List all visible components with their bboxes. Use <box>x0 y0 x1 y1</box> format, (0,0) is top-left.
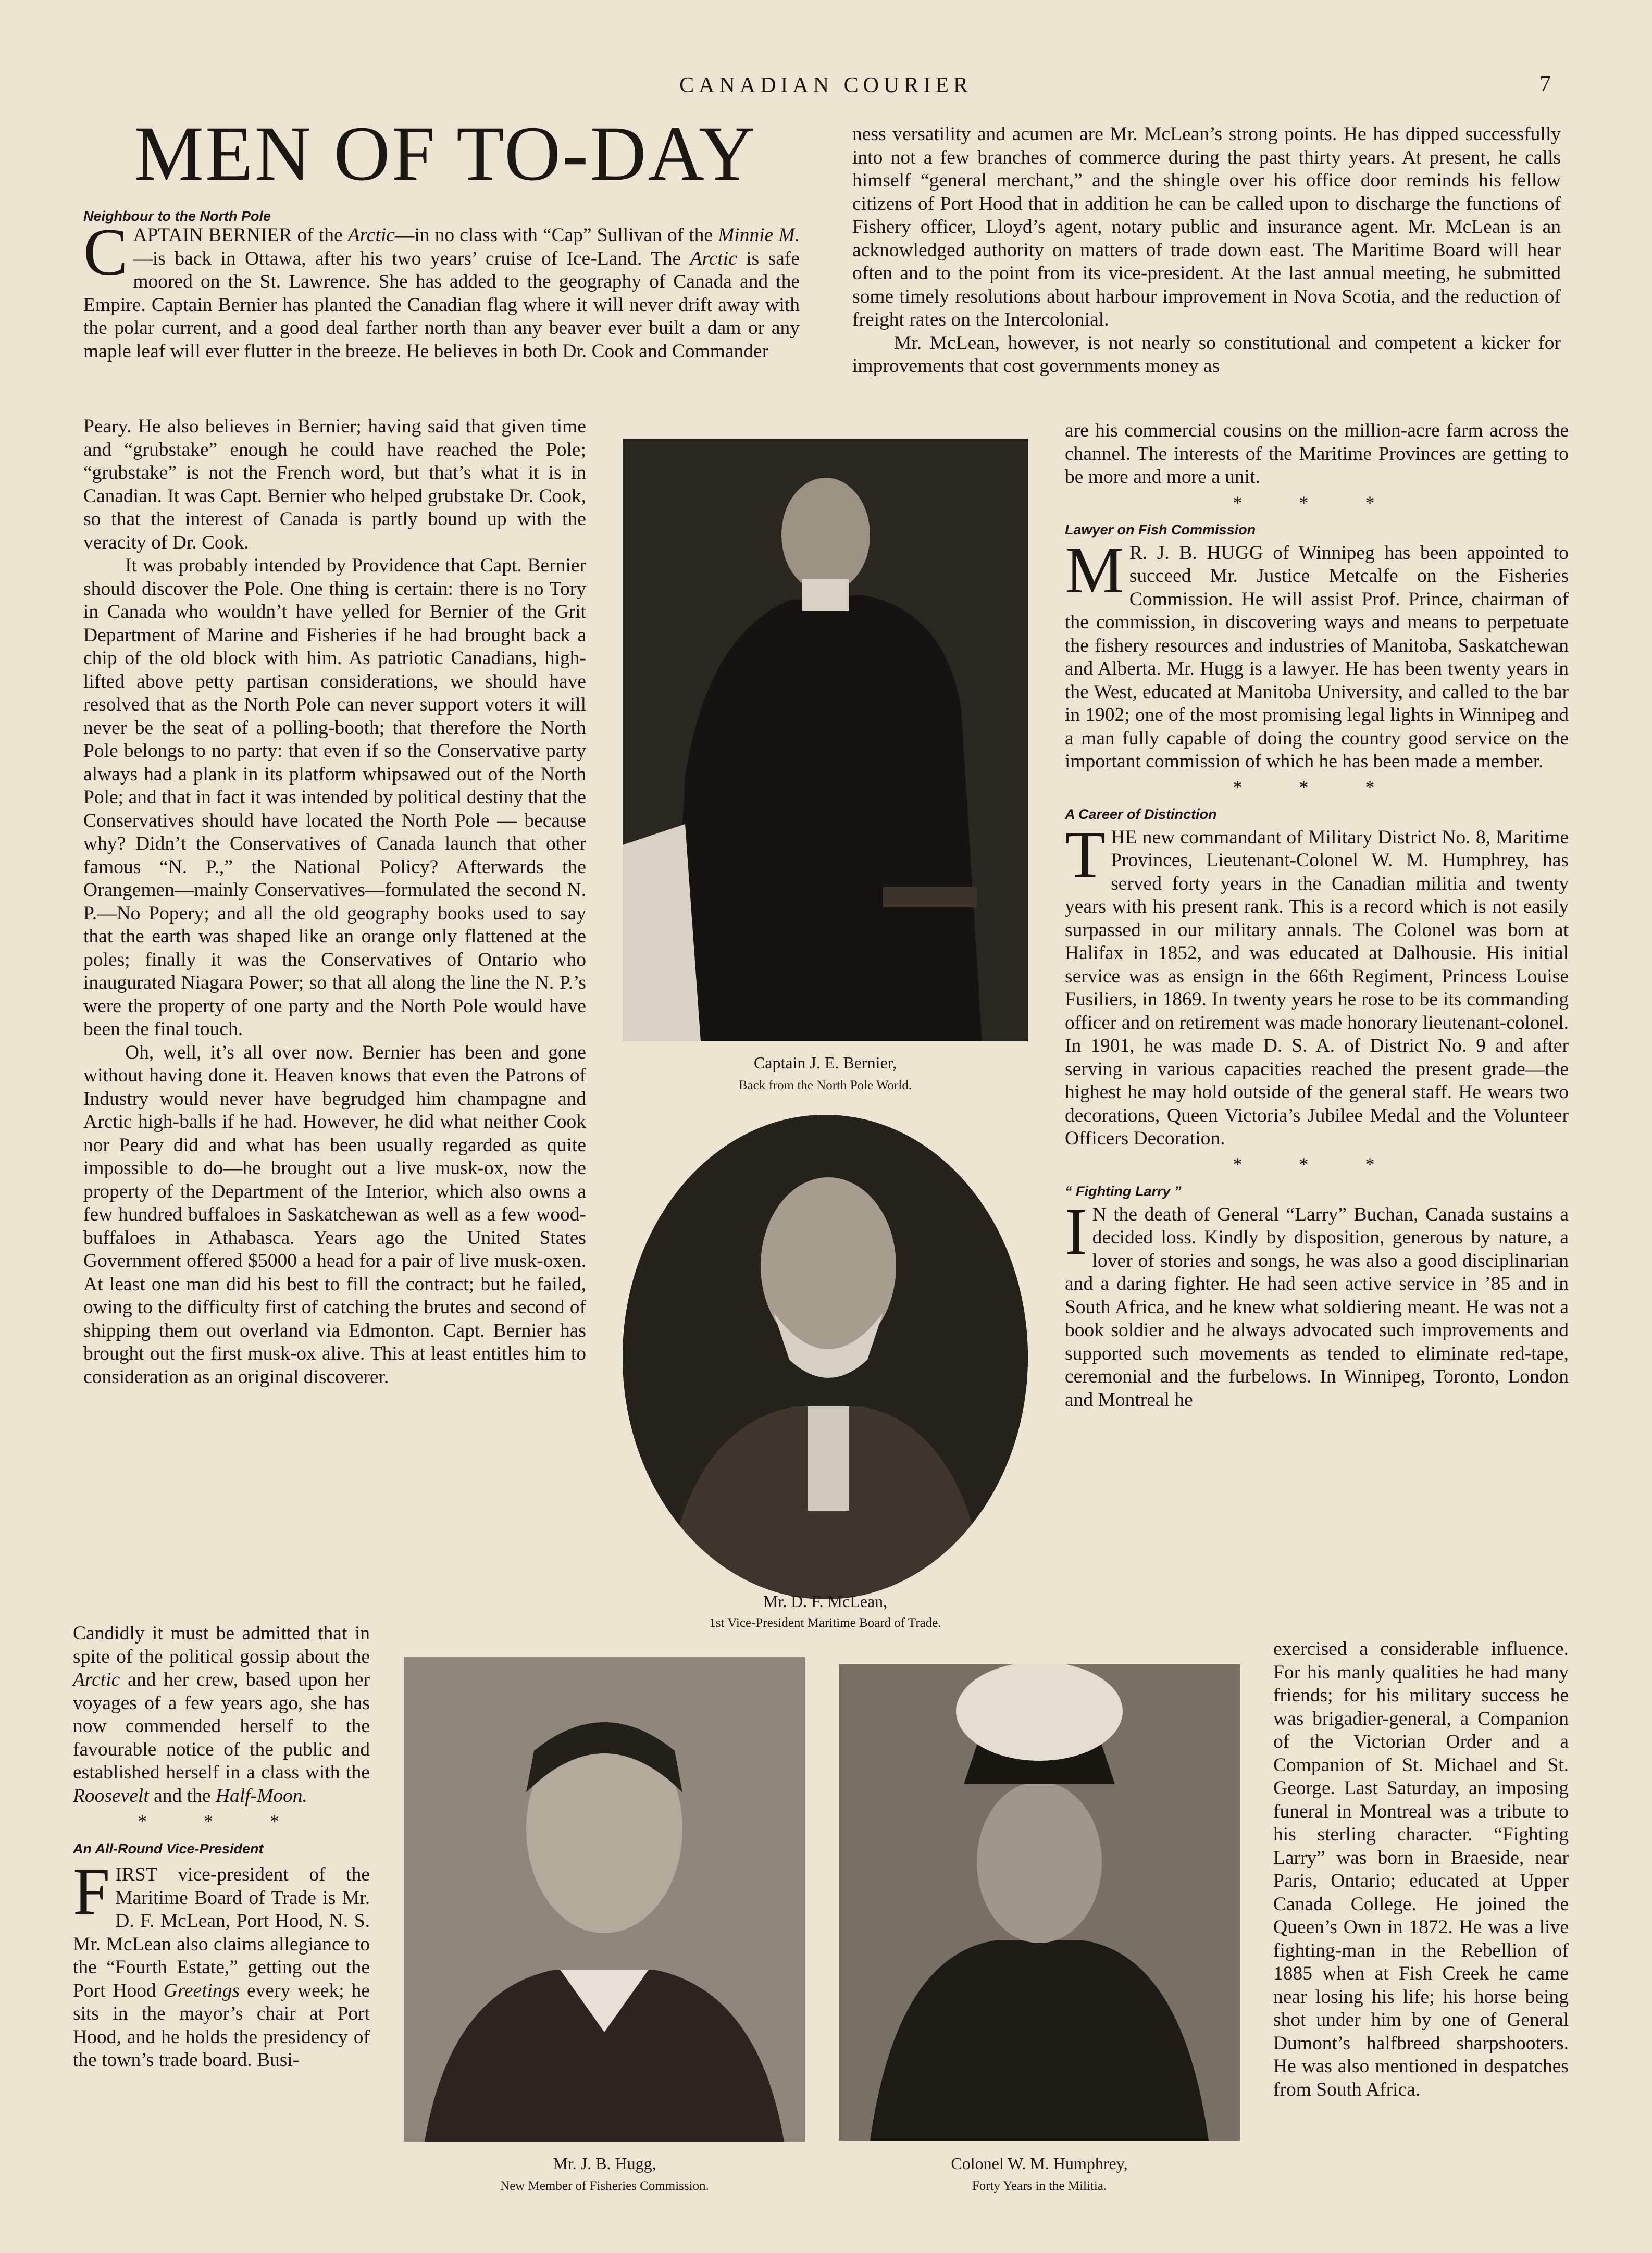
section-divider: * * * <box>1233 776 1401 798</box>
section-divider: * * * <box>1233 492 1401 513</box>
caption-mclean-desc: 1st Vice-President Maritime Board of Trade. <box>709 1616 941 1630</box>
article-right-column: are his commercial cousins on the million-acre farm across the channel. The interests of the Maritime Provinces are getting to be more and more a unit. * * * Lawyer on Fish Commission M R. J. B. HUGG of Winnipeg has been appointed to succeed Mr. Justice Metcalfe on the Fisheries Commission. He will assist Prof. Prince, chairman of the commission, in discovering ways and means to perpetuate the fishery resources and industries of Manitoba, Saskatchewan and Alberta. Mr. Hugg is a lawyer. He has been twenty years in the West, educated at Manitoba University, and called to the bar in 1902; one of the most promising legal lights in Winnipeg and a man fully capable of doing the country good service on the important commission of which he has been made a member. * * * A Career of Distinction THE new commandant of Military District No. 8, Maritime Provinces, Lieutenant-Colonel W. M. Humphrey, has served forty years in the Canadian militia and twenty years with his present rank. This is a record which is not easily surpassed in our military annals. The Colonel was born at Halifax in 1852, and was educated at Dalhousie. His initial service was as ensign in the 66th Regiment, Princess Louise Fusiliers, in 1869. In twenty years he rose to be its commanding officer and on retirement was made honorary lieutenant-colonel. In 1901, he was made D. S. A. of District No. 9 and after serving in various capacities reached the present grade—the highest he may hold outside of the general staff. He wears two decorations, Queen Victoria’s Jubilee Medal and the Volunteer Officers Decoration. * * * “ Fighting Larry ” I N the death of General “Larry” Buchan, Canada sustains a decided loss. Kindly by disposition, generous by nature, a lover of stories and songs, he was also a good disciplinarian and a daring fighter. He had seen active service in ’85 and in South Africa, and he knew what soldiering meant. He was not a book soldier and he always advocated such improvements and supported such movements as tended to eliminate red-tape, ceremonial and the furbelows. In Winnipeg, Toronto, London and Montreal he <box>1065 420 1569 1411</box>
article-bernier-intro: CAPTAIN BERNIER of the Arctic—in no class with “Cap” Sullivan of the Minnie M.—is back in Ottawa, after his two years’ cruise of Ice-Land. The Arctic is safe moored on the St. Lawrence. She has added to the geography of Canada and the Empire. Captain Bernier has planted the Canadian flag where it will never drift away with the polar current, and a good deal farther north than any beaver ever built a dam or any maple leaf will ever flutter in the breeze. He believes in both Dr. Cook and Commander <box>83 215 800 362</box>
drop-cap-c: C <box>83 215 128 289</box>
caption-hugg-desc: New Member of Fisheries Commission. <box>500 2179 709 2193</box>
caption-mclean-name: Mr. D. F. McLean, <box>763 1592 888 1611</box>
photo-hugg <box>404 1657 805 2142</box>
section-divider: * * * <box>138 1811 305 1832</box>
subhead-humphrey: A Career of Distinction <box>1065 806 1217 822</box>
drop-cap-f: F <box>73 1854 110 1928</box>
page-title: MEN OF TO-DAY <box>134 110 757 197</box>
photo-mclean <box>623 1115 1028 1599</box>
caption-bernier-desc: Back from the North Pole World. <box>738 1078 912 1092</box>
drop-cap-i: I <box>1065 1194 1087 1268</box>
subhead-bernier: Neighbour to the North Pole <box>83 208 271 224</box>
photo-bernier <box>623 439 1028 1041</box>
running-title: CANADIAN COURIER <box>679 73 973 97</box>
photo-humphrey <box>839 1664 1240 2141</box>
article-buchan-end: exercised a considerable influence. For his manly qualities he had many friends; for his military success he was brigadier-general, a Companion of the Victorian Order and a Companion of St. Michael and St. George. Last Saturday, an imposing funeral in Montreal was a tribute to his sterling character. “Fighting Larry” was born in Braeside, near Paris, Ontario; educated at Upper Canada College. He joined the Queen’s Own in 1872. He was a live fighting-man in the Rebellion of 1885 when at Fish Creek he came near losing his life; his horse being shot under him by one of General Dumont’s halfbreed sharpshooters. He was also mentioned in despatches from South Africa. <box>1273 1638 1569 2100</box>
subhead-buchan: “ Fighting Larry ” <box>1065 1184 1182 1199</box>
subhead-hugg: Lawyer on Fish Commission <box>1065 522 1256 538</box>
section-divider: * * * <box>1233 1153 1401 1175</box>
drop-cap-t: T <box>1065 817 1106 891</box>
drop-cap-m: M <box>1065 532 1124 607</box>
article-bernier-end: Candidly it must be admitted that in spite of the political gossip about the Arctic and her crew, based upon her voyages of a few years ago, she has now commended herself to the favourable notice of the public and established herself in a class with the Roosevelt and the Half-Moon. * * * An All-Round Vice-President FIRST vice-president of the Maritime Board of Trade is Mr. D. F. McLean, Port Hood, N. S. Mr. McLean also claims allegiance to the “Fourth Estate,” getting out the Port Hood Greetings every week; he sits in the mayor’s chair at Port Hood, and he holds the presidency of the town’s trade board. Busi- <box>73 1623 370 2071</box>
article-mclean-continued: ness versatility and acumen are Mr. McLean’s strong points. He has dipped successfully into not a few branches of commerce during the past thirty years. At present, he calls himself “general merchant,” and the shingle over his office door reminds his fellow citizens of Port Hood that in addition he can be called upon to discharge the functions of Fishery officer, Lloyd’s agent, notary public and insurance agent. Mr. McLean is an acknowledged authority on matters of trade down east. The Maritime Board will hear often and to the point from its vice-president. At the last annual meeting, he submitted some timely resolutions about harbour improvement in Nova Scotia, and the reduction of freight rates on the Intercolonial. Mr. McLean, however, is not nearly so constitutional and competent a kicker for improvements that cost governments money as <box>852 123 1561 377</box>
subhead-mclean: An All-Round Vice-President <box>73 1840 264 1857</box>
caption-humphrey-desc: Forty Years in the Militia. <box>972 2179 1107 2193</box>
caption-humphrey-name: Colonel W. M. Humphrey, <box>951 2154 1128 2173</box>
caption-hugg-name: Mr. J. B. Hugg, <box>553 2154 656 2173</box>
page-number: 7 <box>1539 71 1551 96</box>
article-bernier-body: Peary. He also believes in Bernier; having said that given time and “grubstake” enough he could have reached the Pole; “grubstake” is not the French word, but that’s what it is in Canadian. It was Capt. Bernier who helped grubstake Dr. Cook, so that the interest of Canada is partly bound up with the veracity of Dr. Cook. It was probably intended by Providence that Capt. Bernier should discover the Pole. One thing is certain: there is no Tory in Canada who wouldn’t have yelled for Bernier of the Grit Department of Marine and Fisheries if he had brought back a chip of the old block with him. As patriotic Canadians, high-lifted above petty partisan considerations, we should have resolved that as the North Pole can never support voters it will never be the seat of a polling-booth; that therefore the North Pole belongs to no party: that even if so the Conservative party always had a plank in its platform whipsawed out of the North Pole; and that in fact it was intended by political destiny that the Conservatives should have located the North Pole — because why? Didn’t the Conservatives of Canada launch that other famous “N. P.,” the National Policy? Afterwards the Orangemen—mainly Conservatives—formulated the second N. P.—No Popery; and all the old geography books used to say that the earth was shaped like an orange only flattened at the poles; finally it was the Conservatives of Ontario who inaugurated Niagara Power; so that all along the line the N. P.’s were the property of one party and the North Pole would have been the final touch. Oh, well, it’s all over now. Bernier has been and gone without having done it. Heaven knows that even the Patrons of Industry would never have begrudged him champagne and Arctic high-balls if he had. However, he did what neither Cook nor Peary did and what has been usually regarded as quite impossible to do—he brought out a live musk-ox, now the property of the Department of the Interior, which also owns a few hundred buffaloes in Saskatchewan as well as a few wood-buffaloes in Athabasca. Years ago the United States Government offered $5000 a head for a pair of live musk-oxen. At least one man did his best to fill the contract; but he failed, owing to the difficulty first of catching the brutes and second of shipping them out overland via Edmonton. Capt. Bernier has brought out the first musk-ox alive. This at least entitles him to consideration as an original discoverer. <box>83 416 586 1388</box>
caption-bernier-name: Captain J. E. Bernier, <box>753 1053 897 1072</box>
